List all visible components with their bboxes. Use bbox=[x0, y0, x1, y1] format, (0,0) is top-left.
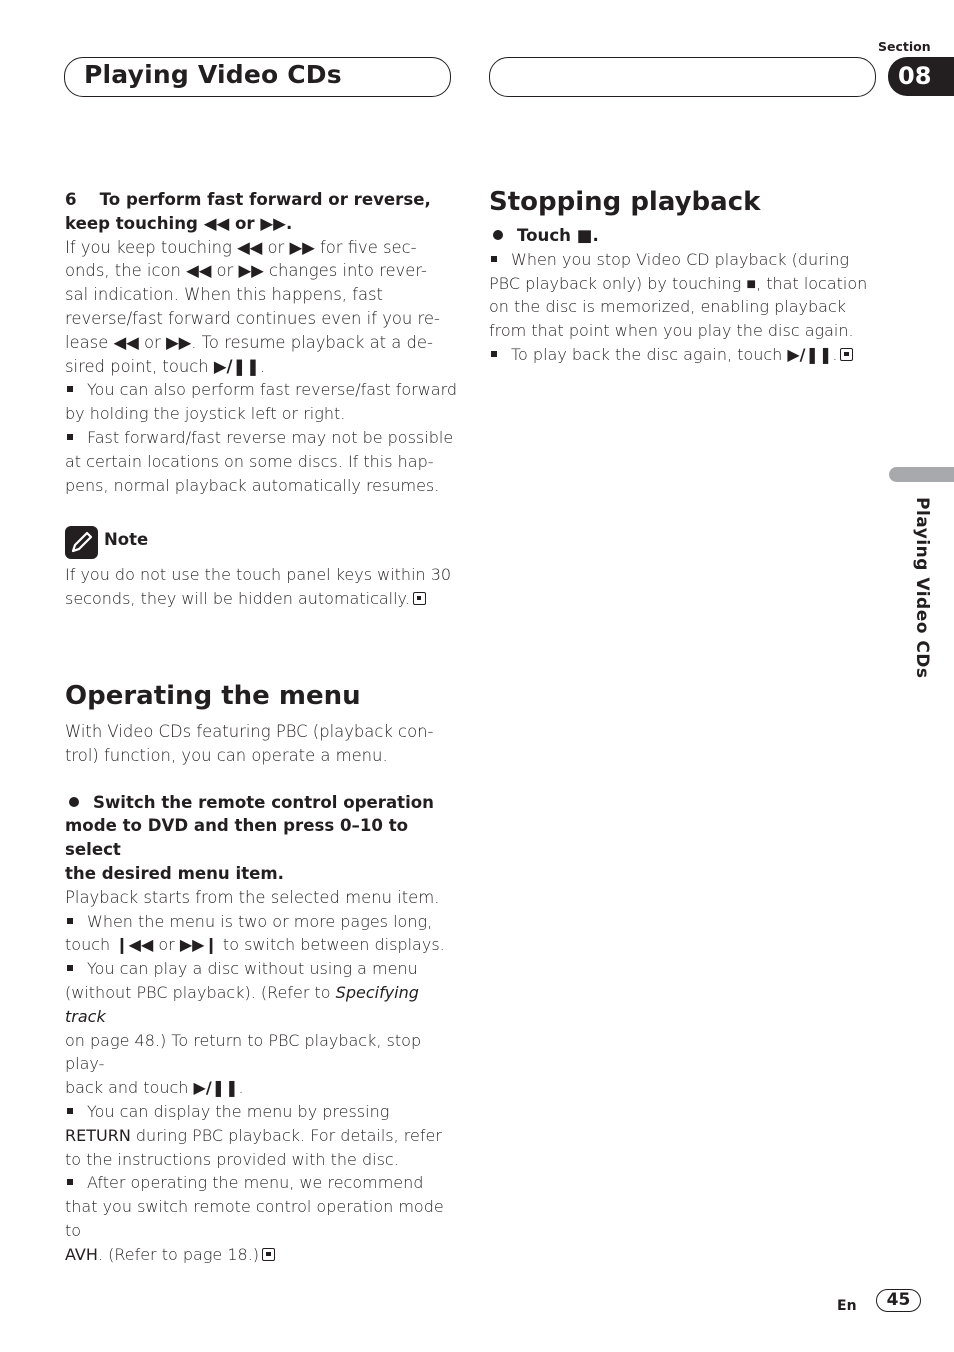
menu-step-line1: Switch the remote control operation bbox=[65, 791, 460, 815]
next-track-icon: ▶▶❙ bbox=[179, 935, 218, 955]
bullet-square-icon bbox=[67, 434, 73, 440]
note-line1: If you do not use the touch panel keys within 30 bbox=[65, 565, 452, 584]
step6-body-line5: lease ◀◀ or ▶▶. To resume playback at a de- bbox=[65, 332, 433, 352]
menu-bullet2-cont2: on page 48.) To return to PBC playback, stop play- bbox=[65, 1030, 422, 1074]
menu-step-line3: the desired menu item. bbox=[65, 863, 284, 883]
rewind-icon: ◀◀ bbox=[113, 332, 139, 352]
menu-bullet2: You can play a disc without using a menu bbox=[65, 957, 460, 981]
bullet-square-icon bbox=[491, 256, 497, 262]
previous-track-icon: ❙◀◀ bbox=[115, 935, 154, 955]
rewind-icon: ◀◀ bbox=[237, 237, 263, 257]
fast-forward-icon: ▶▶ bbox=[165, 332, 192, 352]
menu-heading: Operating the menu bbox=[65, 681, 361, 711]
bullet-dot-icon bbox=[69, 797, 79, 807]
menu-bullet3-cont2: to the instructions provided with the disc. bbox=[65, 1149, 399, 1169]
fast-forward-icon: ▶▶ bbox=[260, 213, 286, 233]
menu-bullet2-cont1: (without PBC playback). (Refer to Specifying track bbox=[65, 982, 419, 1026]
fast-forward-icon: ▶▶ bbox=[289, 237, 315, 257]
menu-bullet2-cont3: back and touch ▶/❚❚. bbox=[65, 1078, 244, 1098]
stop-bullet1-cont1: PBC playback only) by touching ■, that location bbox=[489, 273, 868, 293]
stop-bullet1-cont3: from that point when you play the disc again. bbox=[489, 321, 854, 341]
end-mark-icon bbox=[413, 592, 426, 605]
footer-language: En bbox=[837, 1298, 857, 1314]
menu-section bbox=[65, 680, 460, 1267]
menu-result: Playback starts from the selected menu item. bbox=[65, 887, 440, 907]
menu-bullet1: When the menu is two or more pages long, bbox=[65, 910, 460, 934]
play-pause-icon: ▶/❚❚ bbox=[193, 1078, 239, 1098]
end-mark-icon bbox=[840, 348, 853, 361]
section-number-badge: 08 bbox=[888, 57, 954, 96]
rewind-icon: ◀◀ bbox=[186, 261, 212, 281]
side-tab-bar bbox=[889, 467, 954, 482]
step6-block bbox=[65, 188, 460, 497]
page-header-title: Playing Video CDs bbox=[84, 60, 342, 89]
bullet-dot-icon bbox=[493, 230, 503, 240]
section-label: Section bbox=[878, 39, 931, 54]
bullet-square-icon bbox=[67, 1108, 73, 1114]
stop-icon: ■ bbox=[746, 273, 757, 293]
stop-bullet1: When you stop Video CD playback (during bbox=[489, 248, 874, 272]
note-text bbox=[65, 563, 460, 611]
step6-title-line2: keep touching ◀◀ or ▶▶. bbox=[65, 213, 293, 233]
stop-section bbox=[489, 186, 874, 367]
stop-step: Touch ■. bbox=[489, 224, 874, 248]
stop-heading: Stopping playback bbox=[489, 187, 761, 217]
note-line2: seconds, they will be hidden automatically. bbox=[65, 587, 460, 611]
bullet-square-icon bbox=[67, 386, 73, 392]
rewind-icon: ◀◀ bbox=[203, 213, 230, 233]
end-mark-icon bbox=[262, 1248, 275, 1261]
menu-intro-line2: trol) function, you can operate a menu. bbox=[65, 745, 388, 765]
step6-body-line1: If you keep touching ◀◀ or ▶▶ for five sec- bbox=[65, 237, 417, 257]
note-pencil-icon bbox=[65, 526, 98, 559]
menu-bullet3: You can display the menu by pressing bbox=[65, 1100, 460, 1124]
bullet-square-icon bbox=[67, 918, 73, 924]
note-label: Note bbox=[104, 530, 149, 549]
step6-body-line2: onds, the icon ◀◀ or ▶▶ changes into rever- bbox=[65, 261, 427, 281]
stop-icon: ■ bbox=[576, 226, 593, 245]
bullet-square-icon bbox=[491, 351, 497, 357]
step6-bullet2-cont1: at certain locations on some discs. If this hap- bbox=[65, 451, 434, 471]
step6-body-line6: sired point, touch ▶/❚❚. bbox=[65, 356, 266, 376]
step6-title-line1: 6 To perform fast forward or reverse, bbox=[65, 190, 431, 209]
bullet-square-icon bbox=[67, 965, 73, 971]
stop-bullet2: To play back the disc again, touch ▶/❚❚. bbox=[489, 343, 874, 367]
menu-bullet4-cont1: that you switch remote control operation mode to bbox=[65, 1197, 444, 1240]
step6-bullet2: Fast forward/fast reverse may not be possible bbox=[65, 426, 460, 450]
step6-bullet1: You can also perform fast reverse/fast forward bbox=[65, 378, 460, 402]
play-pause-icon: ▶/❚❚ bbox=[213, 356, 260, 376]
step6-body-line4: reverse/fast forward continues even if you re- bbox=[65, 308, 440, 328]
side-tab-label: Playing Video CDs bbox=[912, 497, 932, 679]
step6-body-line3: sal indication. When this happens, fast bbox=[65, 285, 383, 305]
page-number: 45 bbox=[876, 1289, 921, 1312]
fast-forward-icon: ▶▶ bbox=[238, 261, 264, 281]
menu-step-line2: mode to DVD and then press 0–10 to select bbox=[65, 816, 409, 860]
menu-bullet1-cont: touch ❙◀◀ or ▶▶❙ to switch between displays. bbox=[65, 935, 445, 955]
menu-bullet3-cont1: RETURN during PBC playback. For details, refer bbox=[65, 1125, 442, 1145]
menu-bullet4-cont2: AVH. (Refer to page 18.) bbox=[65, 1243, 460, 1267]
step6-bullet1-cont: by holding the joystick left or right. bbox=[65, 404, 346, 424]
step6-bullet2-cont2: pens, normal playback automatically resumes. bbox=[65, 475, 440, 495]
play-pause-icon: ▶/❚❚ bbox=[787, 344, 833, 364]
header-empty-frame bbox=[489, 57, 876, 97]
menu-bullet4: After operating the menu, we recommend bbox=[65, 1171, 460, 1195]
menu-intro-line1: With Video CDs featuring PBC (playback con- bbox=[65, 722, 434, 741]
stop-bullet1-cont2: on the disc is memorized, enabling playback bbox=[489, 297, 847, 317]
bullet-square-icon bbox=[67, 1179, 73, 1185]
